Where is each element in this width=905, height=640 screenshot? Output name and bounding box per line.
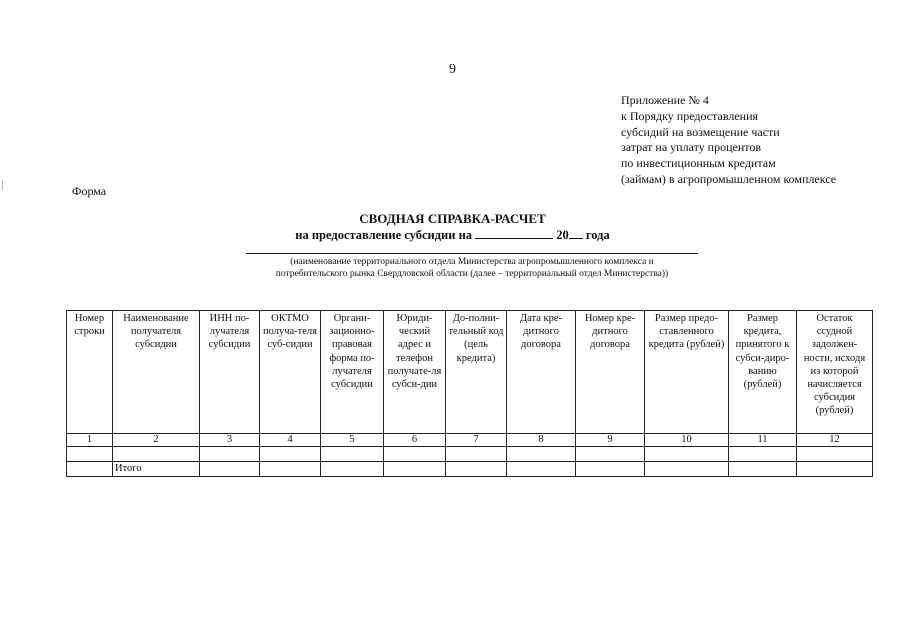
appendix-line: затрат на уплату процентов [621, 140, 762, 155]
department-fill-line [246, 253, 698, 254]
note-line: (наименование территориального отдела Министерства агропромышленного комплекса и [290, 257, 654, 267]
header-cell: Остаток ссудной задолжен-ности, исходя из которой начисляется субсидия (рублей) [797, 311, 873, 434]
table-cell [260, 447, 321, 462]
column-number: 11 [729, 434, 797, 447]
table-cell [797, 447, 873, 462]
form-label: Форма [72, 184, 107, 198]
scan-edge-mark [2, 180, 3, 190]
subtitle-prefix: на предоставление субсидии на [295, 228, 473, 242]
subtitle-year-prefix: 20 [556, 228, 569, 242]
table-cell [797, 462, 873, 477]
table-cell [576, 447, 645, 462]
document-subtitle [0, 227, 905, 243]
column-number: 6 [384, 434, 446, 447]
column-number: 1 [67, 434, 113, 447]
header-cell: Дата кре-дитного договора [507, 311, 576, 434]
header-cell: Органи-зационно-правовая форма по-лучателя субсидии [321, 311, 384, 434]
header-cell: Номер строки [67, 311, 113, 434]
column-number: 3 [200, 434, 260, 447]
table-cell [446, 462, 507, 477]
table-cell [384, 462, 446, 477]
header-cell: Размер предо-ставленного кредита (рублей) [645, 311, 729, 434]
column-number: 12 [797, 434, 873, 447]
table-cell [576, 462, 645, 477]
page-number: 9 [449, 62, 456, 77]
subtitle-suffix: года [585, 228, 610, 242]
column-number: 7 [446, 434, 507, 447]
table-header-row [67, 311, 873, 434]
header-cell: До-полни-тельный код (цель кредита) [446, 311, 507, 434]
table-cell [260, 462, 321, 477]
table-cell [67, 462, 113, 477]
table-cell [200, 462, 260, 477]
appendix-line: (займам) в агропромышленном комплексе [621, 171, 837, 186]
document-title: СВОДНАЯ СПРАВКА-РАСЧЕТ [359, 211, 546, 226]
appendix-block [621, 93, 836, 188]
year-blank [569, 227, 583, 239]
table-cell [507, 462, 576, 477]
column-number: 8 [507, 434, 576, 447]
column-number: 9 [576, 434, 645, 447]
table-cell [321, 462, 384, 477]
column-number: 10 [645, 434, 729, 447]
date-blank [475, 227, 553, 239]
table-row [67, 447, 873, 462]
table-cell [113, 447, 200, 462]
department-note [246, 256, 698, 280]
total-label: Итого [113, 462, 200, 477]
header-cell: Размер кредита, принятого к субси-диро-ванию (рублей) [729, 311, 797, 434]
column-number-row [67, 434, 873, 447]
appendix-line: Приложение № 4 [621, 93, 709, 107]
appendix-line: субсидий на возмещение части [621, 124, 780, 139]
table-cell [67, 447, 113, 462]
table-cell [200, 447, 260, 462]
table-cell [729, 447, 797, 462]
column-number: 5 [321, 434, 384, 447]
appendix-line: к Порядку предоставления [621, 108, 759, 123]
table-cell [507, 447, 576, 462]
table-cell [645, 462, 729, 477]
total-row [67, 462, 873, 477]
table-cell [446, 447, 507, 462]
table-cell [384, 447, 446, 462]
header-cell: ОКТМО получа-теля суб-сидии [260, 311, 321, 434]
header-cell: Наименование получателя субсидии [113, 311, 200, 434]
column-number: 4 [260, 434, 321, 447]
appendix-line: по инвестиционным кредитам [621, 156, 776, 171]
calculation-table [66, 310, 873, 477]
table-cell [729, 462, 797, 477]
header-cell: ИНН по-лучателя субсидии [200, 311, 260, 434]
column-number: 2 [113, 434, 200, 447]
header-cell: Номер кре-дитного договора [576, 311, 645, 434]
table-cell [645, 447, 729, 462]
table-cell [321, 447, 384, 462]
note-line: потребительского рынка Свердловской области (далее – территориальный отдел Министерства)) [275, 269, 669, 279]
header-cell: Юриди-ческий адрес и телефон получате-ля субси-дии [384, 311, 446, 434]
